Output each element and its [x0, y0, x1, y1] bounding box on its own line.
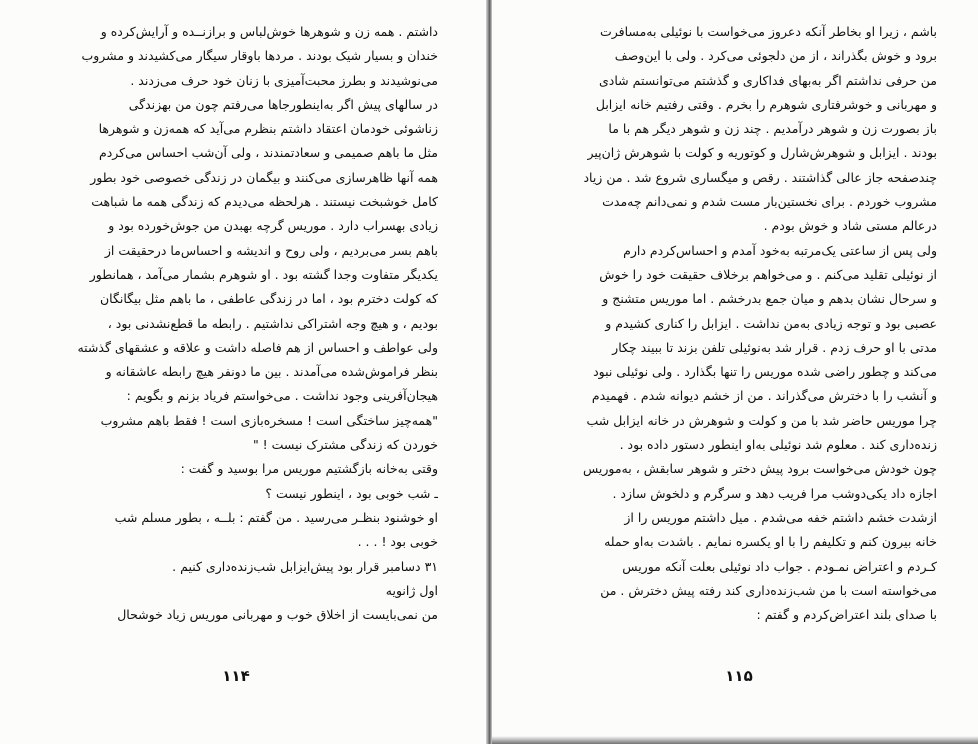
text-line: مدتی با او حرف زدم . قرار شد به‌نوئیلی تلفن بزند تا ببیند چکار	[612, 339, 937, 355]
text-line: در سالهای پیش اگر به‌اینطورجاها می‌رفتم چون من بهزندگی	[128, 96, 438, 112]
text-line: هیجان‌آفرینی وجود نداشت . می‌خواستم فریاد بزنم و بگویم :	[126, 388, 438, 404]
text-line: از نوئیلی تقلید می‌کنم . و می‌خواهم برخلاف حقیقت خود را خوش	[599, 266, 937, 282]
text-line: من حرفی نداشتم اگر به‌بهای فداکاری و گذشتم می‌توانستم شادی	[599, 72, 937, 88]
text-line: باهم بسر می‌بردیم ، ولی روح و اندیشه و احساس‌ما درحقیقت از	[104, 242, 438, 258]
text-line: همه آنها ظاهرسازی می‌کنند و بیگمان در زندگی خصوصی خود بطور	[90, 169, 438, 185]
text-line: بودیم ، و هیچ وجه اشتراکی نداشتیم . رابطه ما قطع‌نشدنی بود ،	[107, 315, 438, 331]
text-line: می‌خواسته است با من شب‌زنده‌داری کند رفته پیش دخترش . من	[600, 582, 937, 598]
text-line: می‌نوشیدند و بطرز محبت‌آمیزی با زنان خود حرف می‌زدند .	[130, 72, 438, 88]
text-line: باشم ، زیرا او بخاطر آنکه دعروز می‌خواست با نوئیلی به‌مسافرت	[599, 24, 937, 39]
text-line: من نمی‌بایست از اخلاق خوب و مهربانی موریس زیاد خوشحال	[117, 607, 438, 623]
text-line: "همه‌چیز ساختگی است ! مسخره‌بازی است ! فقط باهم مشروب	[100, 412, 438, 428]
text-line: اجازه داد یکی‌دوشب مرا فریب دهد و سرگرم و دلخوش سازد .	[612, 485, 937, 501]
left-page	[0, 0, 486, 744]
text-line: چندصفحه جاز عالی گذاشتند . رقص و میگساری شروع شد . من زیاد	[583, 169, 937, 185]
text-line: بودند . ایزابل و شوهرش‌شارل و کوتوریه و کولت با شوهرش ژان‌پیر	[587, 145, 937, 161]
text-line: ازشدت خشم داشتم خفه می‌شدم . میل داشتم موریس را از	[624, 509, 937, 525]
text-line: زناشوئی خودمان اعتقاد داشتم بنظرم می‌آید که همه‌زن و شوهرها	[98, 121, 438, 137]
text-line: می‌کند و چطور راضی شده موریس را تنها بگذارد . ولی نوئیلی نبود	[593, 364, 937, 380]
text-line: چون خودش می‌خواست برود پیش دختر و شوهر سابقش ، به‌موریس	[582, 461, 937, 477]
text-line: و مهربانی و خوشرفتاری شوهرم را بخرم . وقتی رفتیم خانه ایزابل	[595, 96, 937, 112]
text-line: کامل خوشبخت نیستند . هرلحظه می‌دیدم که زندگی همه ما شباهت	[91, 194, 438, 210]
text-line: کـردم و اعتراض نمـودم . جواب داد نوئیلی بعلت آنکه موریس	[622, 558, 937, 574]
text-line: ولی پس از ساعتی یک‌مرتبه به‌خود آمدم و احساس‌کردم دارم	[623, 242, 937, 258]
page-edge-shadow	[492, 736, 978, 744]
text-line: مثل ما باهم صمیمی و سعادتمندند ، ولی آن‌شب احساس می‌کردم	[98, 145, 438, 161]
text-line: که کولت دخترم بود ، اما در زندگی عاطفی ، ما باهم مثل بیگانگان	[99, 291, 438, 307]
text-line: باز بصورت زن و شوهر درآمدیم . چند زن و شوهر دیگر هم با ما	[608, 121, 937, 137]
text-line: بنظر فراموش‌شده می‌آمدند . بین ما دونفر هیچ رابطه عاشقانه و	[105, 364, 438, 380]
page-number: ۱۱۴	[222, 667, 250, 685]
text-line: و آنشب را با دخترش می‌گذراند . من از خشم دیوانه شدم . فهمیدم	[591, 388, 937, 404]
right-page-text	[537, 20, 937, 627]
right-page	[492, 0, 978, 744]
text-line: ولی عواطف و احساس‌ از هم فاصله داشت و علاقه و عشقهای گذشته	[77, 339, 438, 355]
text-line: و سرحال نشان بدهم و میان جمع بدرخشم . اما موریس متشنج و	[602, 291, 937, 307]
left-page-text	[30, 20, 438, 627]
text-line: زنده‌داری کند . معلوم شد نوئیلی به‌او اینطور دستور داده بود .	[619, 437, 937, 453]
text-line: چرا موریس حاضر شد با من و کولت و شوهرش در خانه ایزابل شب	[586, 412, 937, 428]
text-line: خندان و بسیار شیک بودند . مردها باوقار سیگار می‌کشیدند و مشروب	[81, 48, 438, 64]
text-line: ۳۱ دسامبر قرار بود پیش‌ایزابل شب‌زنده‌داری کنیم .	[172, 558, 438, 574]
text-line: با صدای بلند اعتراض‌کردم و گفتم :	[756, 607, 937, 623]
text-line: او خوشنود بنظـر می‌رسید . من گفتم : بلــه ، بطور مسلم شب	[114, 509, 438, 525]
text-line: خوردن که زندگی مشترک نیست ! "	[252, 437, 438, 453]
text-line: یکدیگر متفاوت وجدا گشته بود . او شوهرم بشمار می‌آمد ، همانطور	[89, 266, 438, 282]
text-line: عصبی بود و توجه زیادی به‌من نداشت . ایزابل را کناری کشیدم و	[605, 315, 937, 331]
page-number: ۱۱۵	[725, 667, 753, 685]
text-line: اول ژانویه	[385, 582, 438, 598]
text-line: خانه بیرون کنم و تکلیفم را با او یکسره نمایم . باشدت به‌او حمله	[604, 534, 937, 550]
text-line: مشروب خوردم . برای نخستین‌بار مست شدم و نمی‌دانم چه‌مدت	[602, 194, 937, 210]
text-line: زیادی بهسراب دارد . موریس گرچه بهبدن من جوش‌خورده بود و	[108, 218, 438, 234]
text-line: داشتم . همه زن و شوهرها خوش‌لباس و برازنــده و آرایش‌کرده و	[100, 24, 438, 39]
text-line: خوبی بود ! . . .	[357, 534, 438, 550]
text-line: درعالم مستی شاد و خوش بودم .	[763, 218, 937, 234]
text-line: وقتی به‌خانه بازگشتیم موریس مرا بوسید و گفت :	[180, 461, 438, 477]
text-line: ـ شب خوبی بود ، اینطور نیست ؟	[265, 485, 438, 501]
text-line: برود و خوش بگذراند ، از من دلجوئی می‌کرد . ولی با این‌وصف	[614, 48, 937, 64]
